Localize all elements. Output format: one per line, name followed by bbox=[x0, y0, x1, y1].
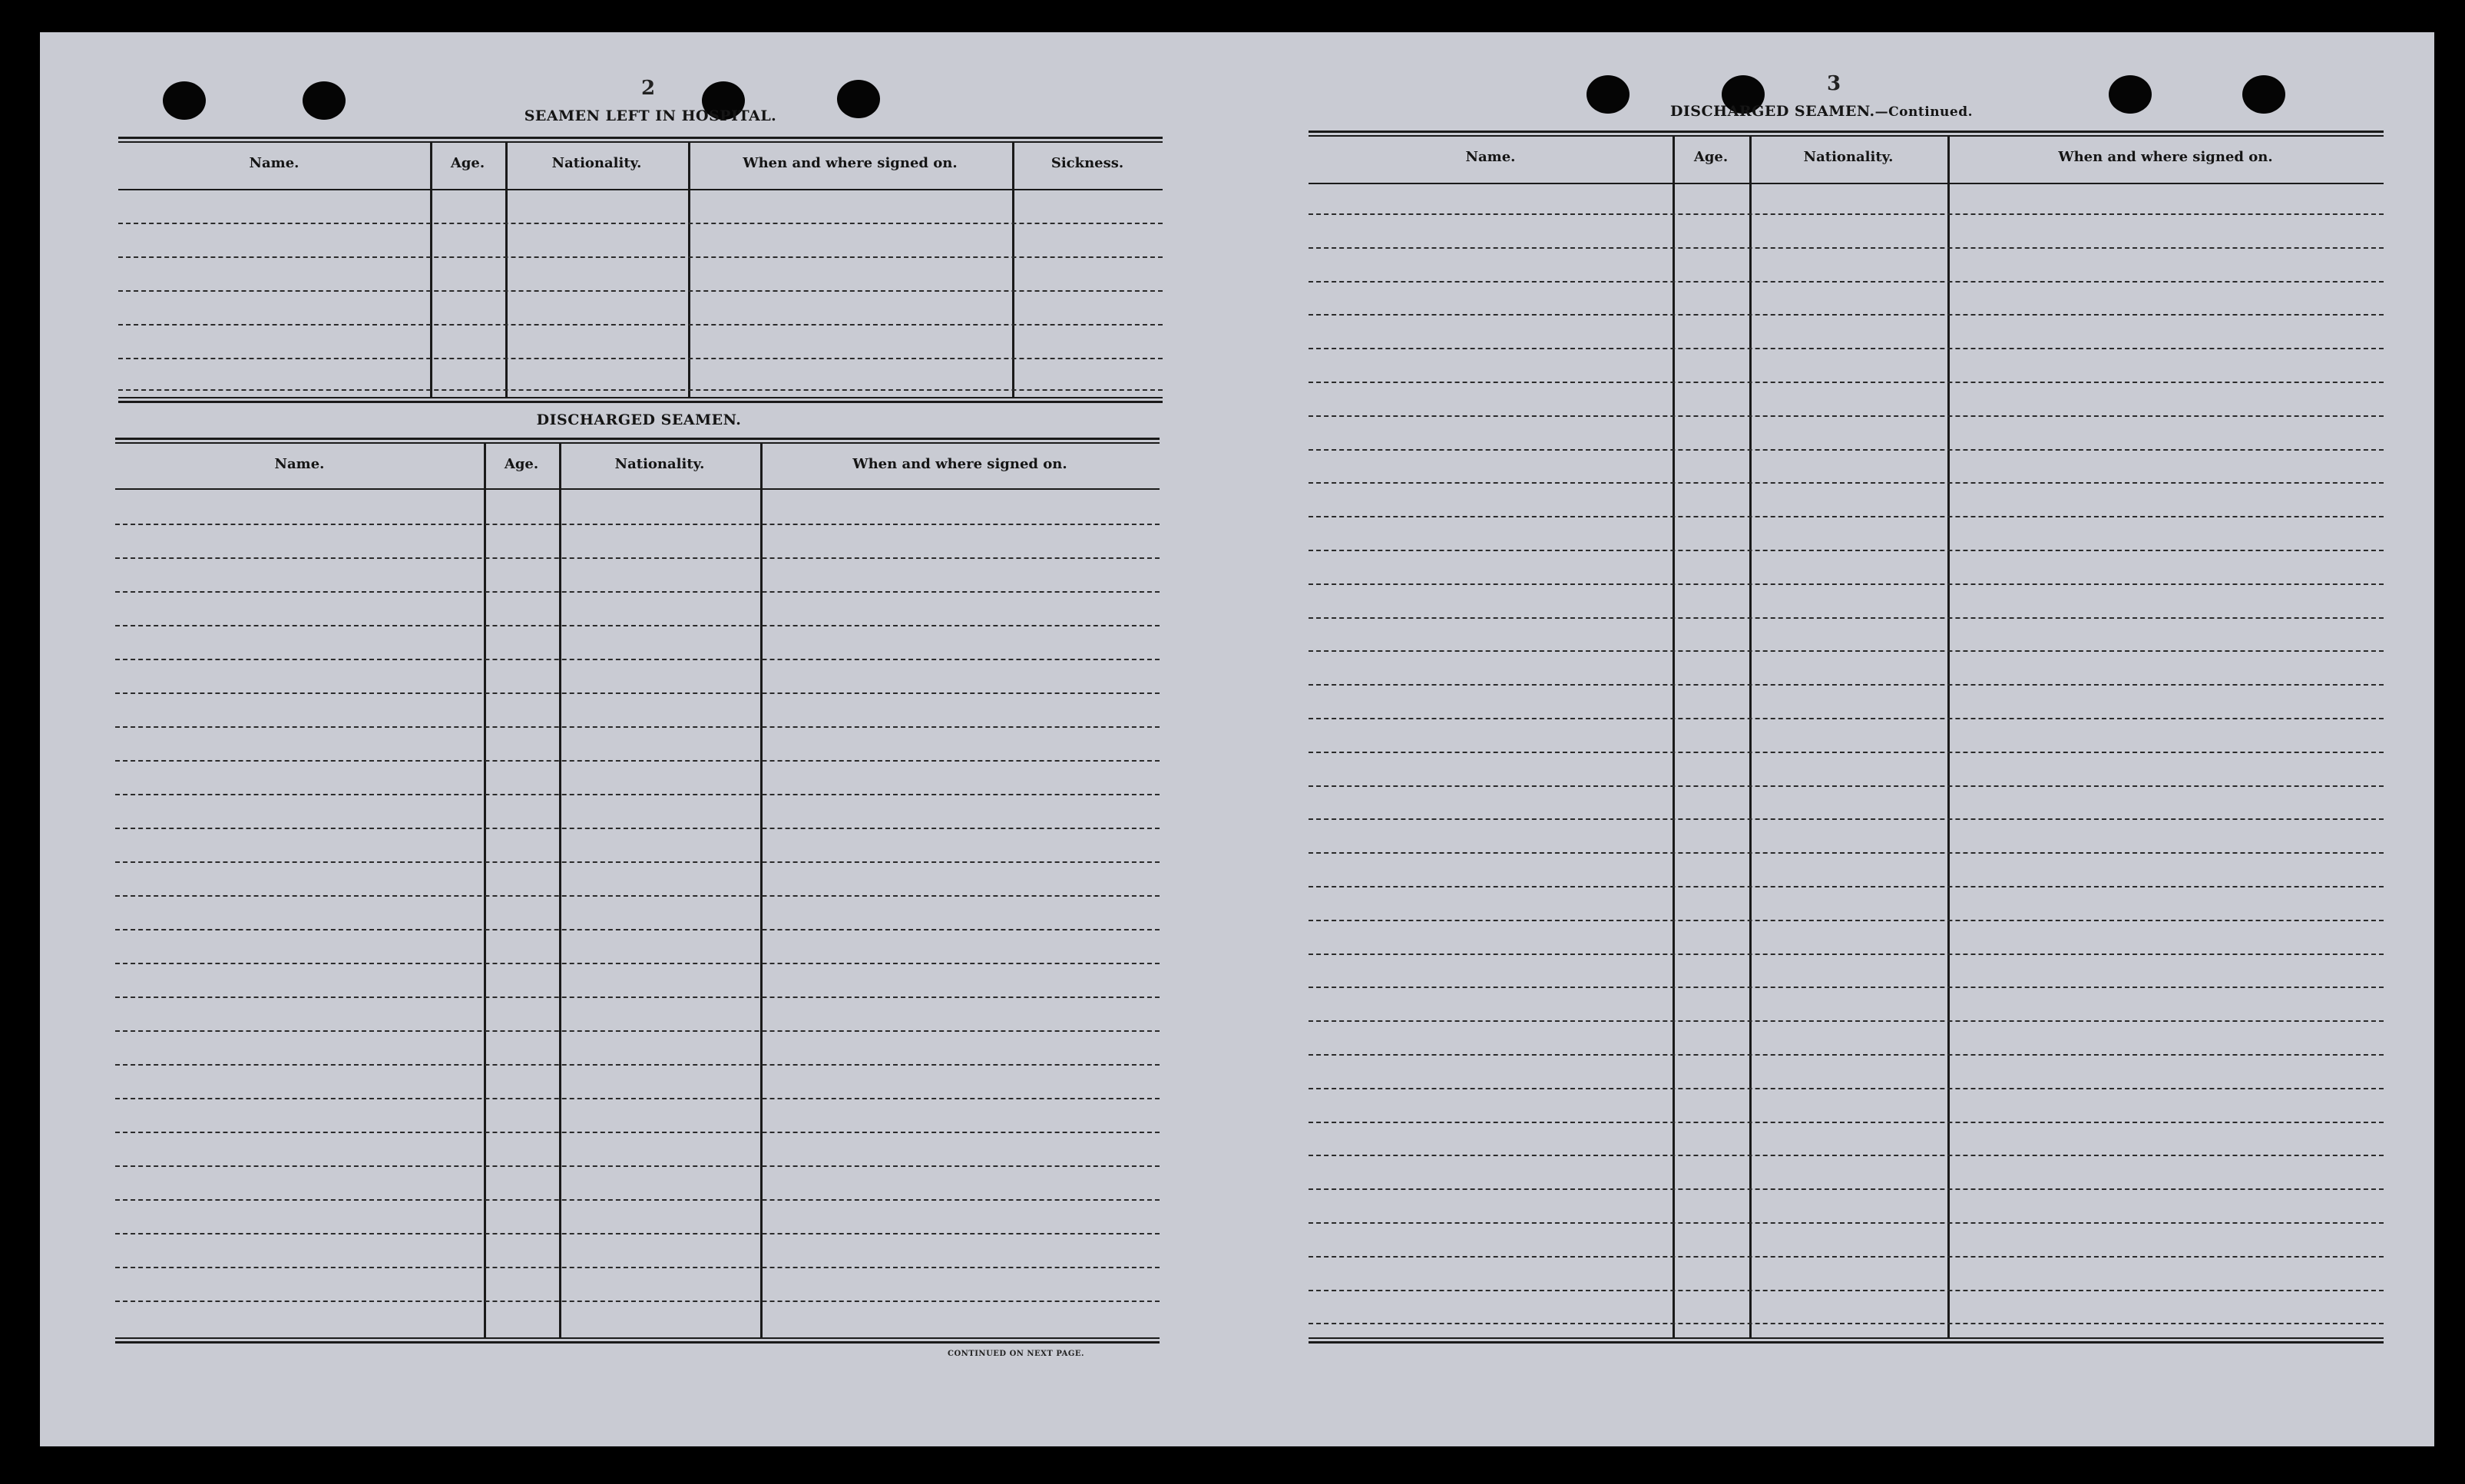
entry-line bbox=[1309, 482, 2384, 484]
entry-line bbox=[1309, 1222, 2384, 1224]
column-header-sickness: Sickness. bbox=[1051, 155, 1124, 171]
entry-line bbox=[1309, 583, 2384, 585]
discharged-continued-title bbox=[1630, 103, 2013, 120]
column-header-age: Age. bbox=[1693, 149, 1729, 165]
column-header-age: Age. bbox=[504, 456, 539, 472]
entry-line bbox=[1309, 1155, 2384, 1156]
entry-line bbox=[1309, 684, 2384, 686]
paper-sheet bbox=[40, 32, 2434, 1446]
entry-line bbox=[115, 659, 1160, 660]
punch-hole bbox=[303, 81, 346, 120]
entry-line bbox=[115, 1199, 1160, 1201]
hospital-section-title: SEAMEN LEFT IN HOSPITAL. bbox=[524, 107, 777, 124]
entry-line bbox=[115, 726, 1160, 728]
entry-line bbox=[115, 1301, 1160, 1302]
entry-line bbox=[118, 223, 1163, 224]
entry-line bbox=[115, 895, 1160, 897]
entry-line bbox=[118, 290, 1163, 292]
entry-line bbox=[115, 557, 1160, 559]
column-header-age: Age. bbox=[450, 155, 485, 171]
entry-line bbox=[1309, 213, 2384, 215]
entry-line bbox=[115, 963, 1160, 964]
column-header-nationality: Nationality. bbox=[614, 456, 705, 472]
column-header-name: Name. bbox=[274, 456, 325, 472]
punch-hole bbox=[837, 80, 880, 118]
punch-hole bbox=[163, 81, 206, 120]
entry-line bbox=[115, 1267, 1160, 1268]
entry-line bbox=[1309, 314, 2384, 316]
entry-line bbox=[115, 996, 1160, 998]
entry-line bbox=[1309, 718, 2384, 719]
entry-line bbox=[1309, 1188, 2384, 1190]
entry-line bbox=[115, 760, 1160, 762]
entry-line bbox=[1309, 550, 2384, 551]
entry-line bbox=[1309, 516, 2384, 517]
entry-line bbox=[115, 1030, 1160, 1032]
entry-line bbox=[115, 1165, 1160, 1167]
punch-hole bbox=[2242, 75, 2285, 114]
column-header-name: Name. bbox=[1465, 149, 1516, 165]
column-header-name: Name. bbox=[249, 155, 299, 171]
entry-line bbox=[118, 256, 1163, 258]
entry-line bbox=[1309, 785, 2384, 787]
continued-note: CONTINUED ON NEXT PAGE. bbox=[948, 1350, 1085, 1358]
entry-line bbox=[1309, 818, 2384, 820]
punch-hole bbox=[1587, 75, 1630, 114]
punch-hole bbox=[2109, 75, 2152, 114]
entry-line bbox=[115, 929, 1160, 930]
entry-line bbox=[115, 1132, 1160, 1133]
entry-line bbox=[118, 358, 1163, 359]
entry-line bbox=[1309, 617, 2384, 619]
entry-line bbox=[1309, 852, 2384, 854]
entry-line bbox=[115, 861, 1160, 863]
entry-line bbox=[1309, 650, 2384, 652]
entry-line bbox=[1309, 920, 2384, 921]
entry-line bbox=[1309, 1256, 2384, 1258]
entry-line bbox=[1309, 1122, 2384, 1123]
column-header-signed-on: When and where signed on. bbox=[743, 155, 958, 171]
entry-line bbox=[115, 794, 1160, 795]
entry-line bbox=[115, 1064, 1160, 1066]
entry-line bbox=[1309, 415, 2384, 417]
entry-line bbox=[1309, 247, 2384, 249]
entry-line bbox=[1309, 954, 2384, 955]
discharged-continued-title-main: DISCHARGED SEAMEN. bbox=[1669, 103, 1875, 120]
entry-line bbox=[1309, 281, 2384, 283]
entry-line bbox=[115, 591, 1160, 593]
entry-line bbox=[1309, 382, 2384, 383]
entry-line bbox=[1309, 1088, 2384, 1089]
entry-line bbox=[115, 692, 1160, 694]
discharged-section-title: DISCHARGED SEAMEN. bbox=[536, 411, 742, 428]
column-header-signed-on: When and where signed on. bbox=[852, 456, 1067, 472]
entry-line bbox=[1309, 348, 2384, 349]
entry-line bbox=[1309, 1054, 2384, 1056]
entry-line bbox=[1309, 987, 2384, 988]
entry-line bbox=[115, 625, 1160, 626]
entry-line bbox=[118, 389, 1163, 391]
entry-line bbox=[115, 1098, 1160, 1099]
entry-line bbox=[1309, 449, 2384, 451]
column-header-signed-on: When and where signed on. bbox=[2058, 149, 2273, 165]
page-number: 3 bbox=[1826, 72, 1841, 95]
entry-line bbox=[1309, 1020, 2384, 1022]
entry-line bbox=[115, 524, 1160, 525]
entry-line bbox=[1309, 886, 2384, 887]
page-number: 2 bbox=[640, 77, 656, 100]
entry-line bbox=[1309, 1323, 2384, 1324]
entry-line bbox=[118, 324, 1163, 326]
continued-suffix: —Continued. bbox=[1874, 104, 1974, 120]
entry-line bbox=[1309, 1290, 2384, 1291]
entry-line bbox=[115, 1233, 1160, 1234]
column-header-nationality: Nationality. bbox=[551, 155, 642, 171]
column-header-nationality: Nationality. bbox=[1803, 149, 1894, 165]
entry-line bbox=[115, 828, 1160, 829]
entry-line bbox=[1309, 752, 2384, 753]
